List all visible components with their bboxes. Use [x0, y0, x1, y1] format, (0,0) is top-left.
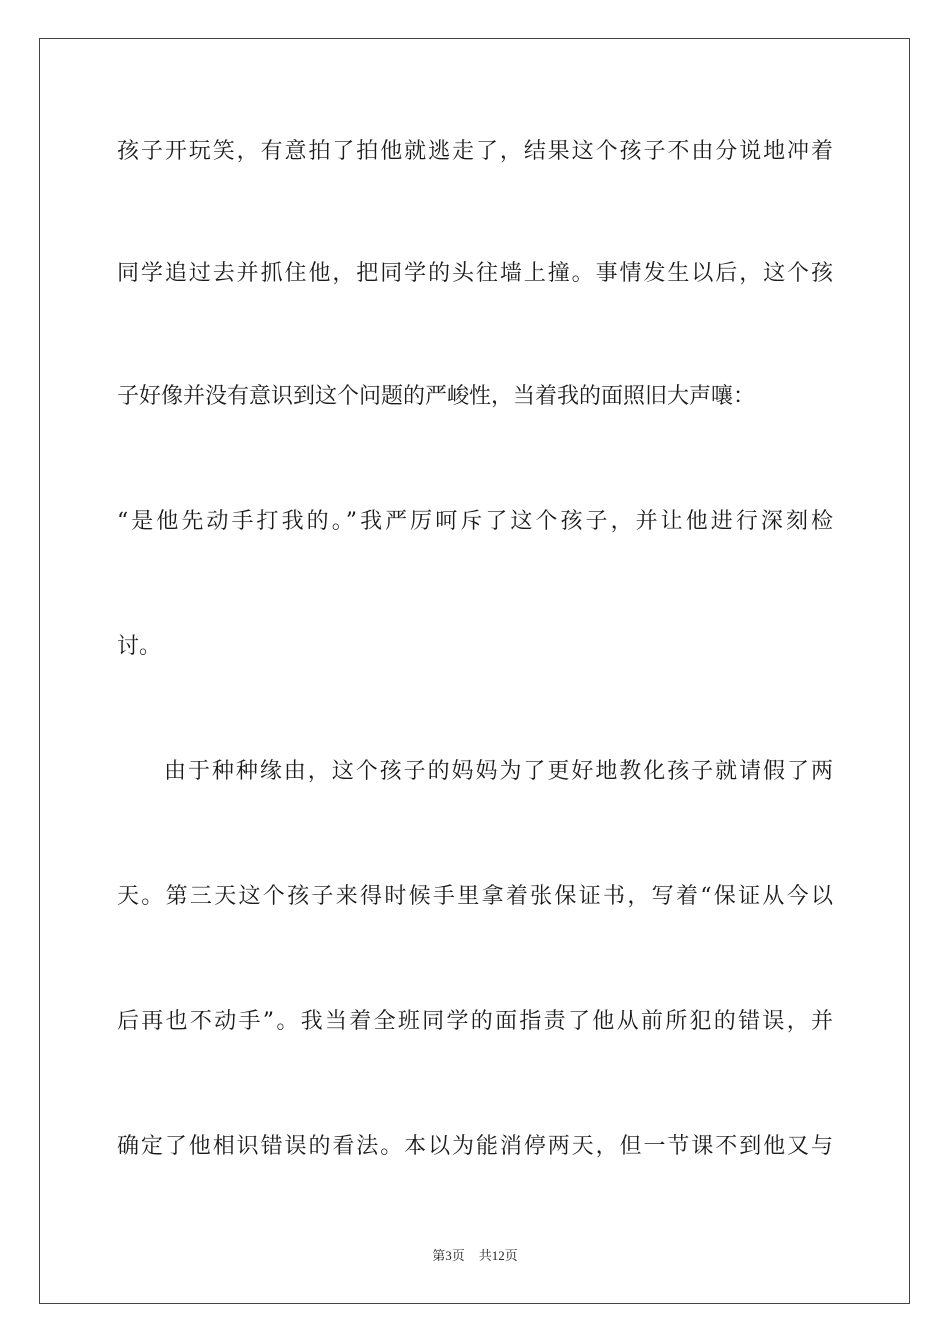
- text-line-1: 孩子开玩笑，有意拍了拍他就逃走了，结果这个孩子不由分说地冲着: [117, 139, 833, 164]
- page-footer: [0, 1247, 950, 1265]
- paragraph-2-line-4: 确定了他相识错误的看法。本以为能消停两天，但一节课不到他又与: [117, 1134, 833, 1159]
- paragraph-2-line-1: 由于种种缘由，这个孩子的妈妈为了更好地教化孩子就请假了两: [164, 759, 833, 784]
- text-line-3: 子好像并没有意识到这个问题的严峻性，当着我的面照旧大声嚷：: [117, 384, 756, 409]
- page-total: 共12页: [478, 1248, 518, 1263]
- page-number: 第3页: [432, 1248, 465, 1263]
- paragraph-2-line-3: 后再也不动手”。我当着全班同学的面指责了他从前所犯的错误，并: [117, 1009, 833, 1034]
- page-border: [39, 38, 910, 1304]
- text-line-5: 讨。: [117, 634, 162, 659]
- paragraph-2-line-2: 天。第三天这个孩子来得时候手里拿着张保证书，写着“保证从今以: [117, 884, 833, 909]
- text-line-2: 同学追过去并抓住他，把同学的头往墙上撞。事情发生以后，这个孩: [117, 261, 833, 286]
- text-line-4: “是他先动手打我的。”我严厉呵斥了这个孩子，并让他进行深刻检: [117, 509, 833, 534]
